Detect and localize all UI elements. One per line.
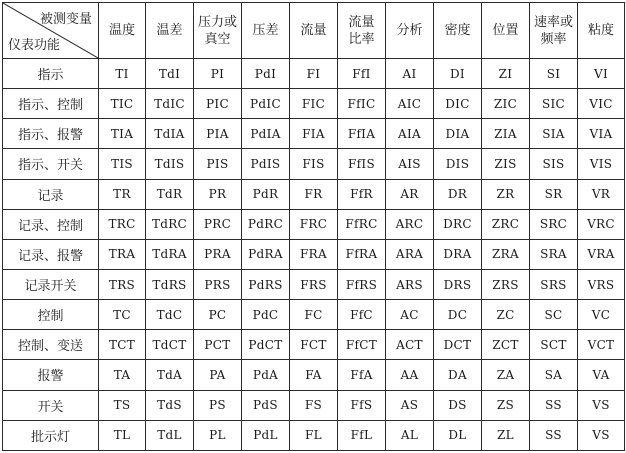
column-header [242, 3, 290, 59]
code-cell: AS [386, 390, 434, 420]
column-header [386, 3, 434, 59]
row-label: 开关 [3, 390, 99, 420]
code-cell: ACT [386, 330, 434, 360]
row-label: 批示灯 [3, 420, 99, 450]
code-cell: TdIC [146, 89, 194, 119]
code-cell: DC [434, 300, 482, 330]
table-row [3, 420, 625, 450]
column-header-text: 密度 [444, 23, 471, 38]
code-cell: TR [99, 179, 146, 209]
code-cell: PI [194, 59, 242, 89]
code-cell: SI [530, 59, 578, 89]
code-cell: PdL [242, 420, 290, 450]
row-label: 记录、报警 [3, 239, 99, 269]
code-cell: VA [578, 360, 625, 390]
code-cell: PdIC [242, 89, 290, 119]
code-cell: FA [290, 360, 338, 390]
code-cell: TdIS [146, 149, 194, 179]
table-row [3, 300, 625, 330]
code-cell: SR [530, 179, 578, 209]
code-cell: SC [530, 300, 578, 330]
code-cell: TdA [146, 360, 194, 390]
code-cell: FL [290, 420, 338, 450]
row-label: 记录开关 [3, 269, 99, 299]
column-header-text: 流量 [348, 14, 375, 30]
table-row [3, 390, 625, 420]
corner-header-cell [3, 3, 99, 59]
code-cell: PRC [194, 209, 242, 239]
code-cell: ZI [482, 59, 530, 89]
code-cell: ZA [482, 360, 530, 390]
code-cell: PdI [242, 59, 290, 89]
code-cell: PdC [242, 300, 290, 330]
code-cell: PRS [194, 269, 242, 299]
measured-variable-label: 被测变量 [39, 12, 92, 27]
code-cell: PdIA [242, 119, 290, 149]
column-header [290, 3, 338, 59]
code-cell: ZC [482, 300, 530, 330]
column-header [530, 3, 578, 59]
code-cell: AR [386, 179, 434, 209]
instrument-code-table [2, 2, 625, 451]
code-cell: AL [386, 420, 434, 450]
code-cell: DR [434, 179, 482, 209]
code-cell: PdCT [242, 330, 290, 360]
code-cell: TdI [146, 59, 194, 89]
row-label: 控制、变送 [3, 330, 99, 360]
code-cell: DRC [434, 209, 482, 239]
code-cell: AIS [386, 149, 434, 179]
code-cell: FIC [290, 89, 338, 119]
column-header-text: 温度 [108, 23, 135, 38]
code-cell: FIS [290, 149, 338, 179]
code-cell: FfI [338, 59, 386, 89]
column-header [338, 3, 386, 59]
code-cell: AA [386, 360, 434, 390]
column-header-text: 压差 [252, 23, 279, 38]
column-header [194, 3, 242, 59]
code-cell: TL [99, 420, 146, 450]
code-cell: FfRS [338, 269, 386, 299]
code-cell: TC [99, 300, 146, 330]
code-cell: FfC [338, 300, 386, 330]
code-cell: TCT [99, 330, 146, 360]
row-label: 指示、报警 [3, 119, 99, 149]
code-cell: ZRA [482, 239, 530, 269]
code-cell: FRC [290, 209, 338, 239]
code-cell: AIC [386, 89, 434, 119]
column-header [578, 3, 625, 59]
table-row [3, 330, 625, 360]
code-cell: DA [434, 360, 482, 390]
code-cell: TdS [146, 390, 194, 420]
code-cell: SA [530, 360, 578, 390]
code-cell: TdRC [146, 209, 194, 239]
code-cell: PC [194, 300, 242, 330]
code-cell: VC [578, 300, 625, 330]
code-cell: PdA [242, 360, 290, 390]
code-cell: FCT [290, 330, 338, 360]
code-cell: DI [434, 59, 482, 89]
code-cell: VIC [578, 89, 625, 119]
code-cell: TdRA [146, 239, 194, 269]
code-cell: DIA [434, 119, 482, 149]
code-cell: FI [290, 59, 338, 89]
code-cell: VCT [578, 330, 625, 360]
code-cell: VS [578, 420, 625, 450]
code-cell: VIS [578, 149, 625, 179]
code-cell: DCT [434, 330, 482, 360]
row-label: 报警 [3, 360, 99, 390]
row-label: 指示 [3, 59, 99, 89]
code-cell: SRC [530, 209, 578, 239]
code-cell: FfA [338, 360, 386, 390]
code-cell: PRA [194, 239, 242, 269]
code-cell: DRA [434, 239, 482, 269]
code-cell: SS [530, 390, 578, 420]
column-header-text: 位置 [492, 23, 519, 38]
column-header-text: 比率 [348, 31, 375, 47]
code-cell: TdCT [146, 330, 194, 360]
code-cell: VS [578, 390, 625, 420]
code-cell: FfIC [338, 89, 386, 119]
code-cell: PdRA [242, 239, 290, 269]
code-cell: TS [99, 390, 146, 420]
code-cell: AIA [386, 119, 434, 149]
code-cell: ZIS [482, 149, 530, 179]
code-cell: VR [578, 179, 625, 209]
code-cell: FfS [338, 390, 386, 420]
row-label: 指示、开关 [3, 149, 99, 179]
code-cell: ARC [386, 209, 434, 239]
code-cell: DS [434, 390, 482, 420]
code-cell: TRA [99, 239, 146, 269]
code-cell: ARA [386, 239, 434, 269]
row-label: 记录、控制 [3, 209, 99, 239]
code-cell: FfIS [338, 149, 386, 179]
column-header [99, 3, 146, 59]
code-cell: TA [99, 360, 146, 390]
code-cell: VI [578, 59, 625, 89]
code-cell: ZRS [482, 269, 530, 299]
code-cell: DRS [434, 269, 482, 299]
code-cell: SIS [530, 149, 578, 179]
code-cell: SCT [530, 330, 578, 360]
code-cell: VRS [578, 269, 625, 299]
table-row [3, 239, 625, 269]
code-cell: FIA [290, 119, 338, 149]
row-label: 记录 [3, 179, 99, 209]
code-cell: ZR [482, 179, 530, 209]
code-cell: ZL [482, 420, 530, 450]
column-header-text: 频率 [540, 31, 567, 47]
column-header [482, 3, 530, 59]
code-cell: FfR [338, 179, 386, 209]
code-cell: TIS [99, 149, 146, 179]
code-cell: VRC [578, 209, 625, 239]
table-row [3, 209, 625, 239]
code-cell: PCT [194, 330, 242, 360]
column-header-text: 流量 [300, 23, 327, 38]
code-cell: DIC [434, 89, 482, 119]
code-cell: TdL [146, 420, 194, 450]
code-cell: TdRS [146, 269, 194, 299]
code-cell: SIC [530, 89, 578, 119]
code-cell: PdIS [242, 149, 290, 179]
code-cell: SIA [530, 119, 578, 149]
code-cell: AC [386, 300, 434, 330]
code-cell: FS [290, 390, 338, 420]
code-cell: TdR [146, 179, 194, 209]
code-cell: TIA [99, 119, 146, 149]
code-cell: FR [290, 179, 338, 209]
column-header-text: 真空 [204, 31, 231, 47]
code-cell: SS [530, 420, 578, 450]
header-row [3, 3, 625, 59]
code-cell: ZS [482, 390, 530, 420]
code-cell: FC [290, 300, 338, 330]
code-cell: FRA [290, 239, 338, 269]
code-cell: PdS [242, 390, 290, 420]
table-row [3, 59, 625, 89]
code-cell: PL [194, 420, 242, 450]
code-cell: VIA [578, 119, 625, 149]
code-cell: ZRC [482, 209, 530, 239]
table-row [3, 119, 625, 149]
code-cell: PIA [194, 119, 242, 149]
table-body [3, 59, 625, 451]
code-cell: SRA [530, 239, 578, 269]
code-cell: FfCT [338, 330, 386, 360]
code-cell: DL [434, 420, 482, 450]
table-row [3, 89, 625, 119]
instrument-function-label: 仪表功能 [8, 38, 61, 53]
code-cell: FfL [338, 420, 386, 450]
instrument-code-table-wrapper [2, 2, 624, 451]
row-label: 控制 [3, 300, 99, 330]
code-cell: FRS [290, 269, 338, 299]
code-cell: PR [194, 179, 242, 209]
code-cell: PS [194, 390, 242, 420]
code-cell: FfIA [338, 119, 386, 149]
code-cell: FfRA [338, 239, 386, 269]
column-header-text: 分析 [396, 23, 423, 38]
code-cell: TRS [99, 269, 146, 299]
code-cell: TIC [99, 89, 146, 119]
column-header-text: 粘度 [587, 23, 614, 38]
code-cell: TRC [99, 209, 146, 239]
table-row [3, 269, 625, 299]
code-cell: ZIC [482, 89, 530, 119]
code-cell: PdRC [242, 209, 290, 239]
code-cell: AI [386, 59, 434, 89]
code-cell: ZCT [482, 330, 530, 360]
code-cell: PdR [242, 179, 290, 209]
table-row [3, 360, 625, 390]
code-cell: VRA [578, 239, 625, 269]
code-cell: TI [99, 59, 146, 89]
code-cell: TdC [146, 300, 194, 330]
code-cell: PIS [194, 149, 242, 179]
row-label: 指示、控制 [3, 89, 99, 119]
table-row [3, 179, 625, 209]
code-cell: TdIA [146, 119, 194, 149]
code-cell: PIC [194, 89, 242, 119]
column-header-text: 速率或 [533, 14, 573, 30]
column-header-text: 温差 [156, 23, 183, 38]
table-row [3, 149, 625, 179]
column-header-text: 压力或 [197, 14, 237, 30]
code-cell: DIS [434, 149, 482, 179]
code-cell: PA [194, 360, 242, 390]
code-cell: SRS [530, 269, 578, 299]
column-header [434, 3, 482, 59]
code-cell: ARS [386, 269, 434, 299]
code-cell: PdRS [242, 269, 290, 299]
code-cell: FfRC [338, 209, 386, 239]
code-cell: ZIA [482, 119, 530, 149]
column-header [146, 3, 194, 59]
